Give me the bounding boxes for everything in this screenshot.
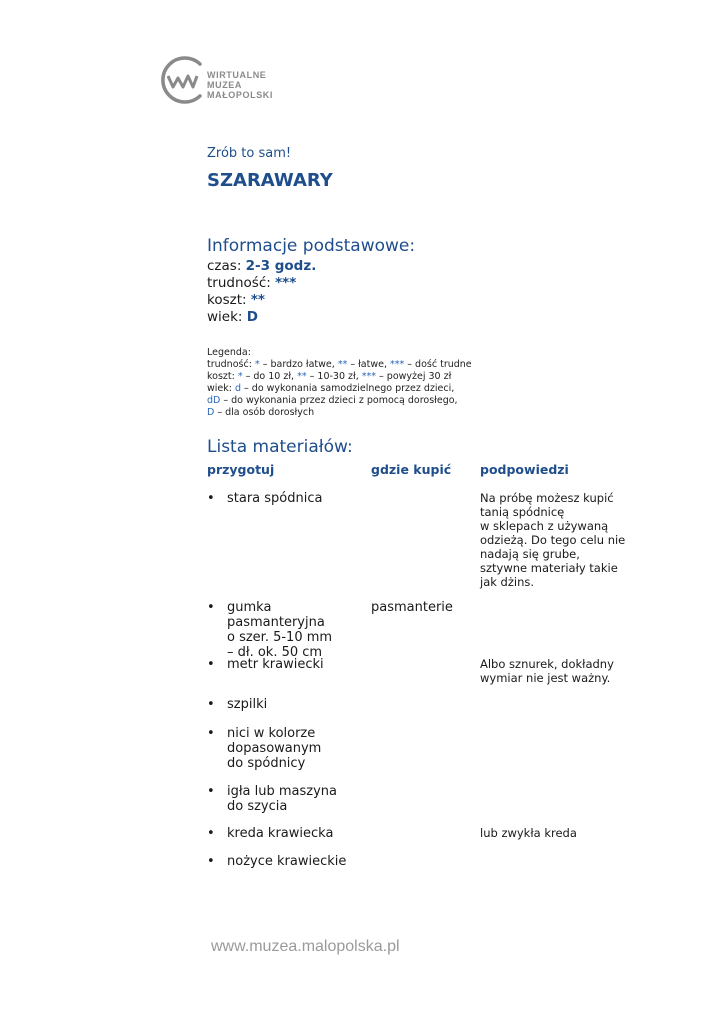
info-value: 2-3 godz. bbox=[245, 258, 317, 274]
materials-heading: Lista materiałów: bbox=[207, 437, 353, 457]
legend-line bbox=[207, 383, 472, 395]
legend-text: trudność: bbox=[207, 359, 255, 370]
legend-text: wiek: bbox=[207, 383, 235, 394]
footer-url: www.muzea.malopolska.pl bbox=[211, 938, 400, 955]
bullet-icon: • bbox=[207, 697, 215, 712]
info-list bbox=[207, 258, 316, 326]
legend-heading: Legenda: bbox=[207, 347, 251, 358]
legend-symbol: * bbox=[254, 359, 260, 370]
bullet-icon: • bbox=[207, 657, 215, 672]
info-label: czas: bbox=[207, 258, 246, 274]
material-item bbox=[207, 697, 367, 712]
legend-line bbox=[207, 371, 472, 383]
material-item bbox=[207, 784, 367, 814]
material-name: metr krawiecki bbox=[227, 657, 324, 672]
legend-symbol: *** bbox=[390, 359, 405, 370]
legend-text: – dla osób dorosłych bbox=[214, 407, 315, 418]
material-item bbox=[207, 600, 367, 660]
logo-line: MUZEA bbox=[207, 80, 242, 90]
legend-text: – łatwe, bbox=[347, 359, 391, 370]
bullet-icon: • bbox=[207, 491, 215, 506]
legend-symbol: dD bbox=[207, 395, 221, 406]
legend-line bbox=[207, 407, 472, 419]
column-header-prepare: przygotuj bbox=[207, 462, 275, 477]
logo-line: WIRTUALNE bbox=[207, 70, 267, 80]
column-header-where: gdzie kupić bbox=[371, 462, 452, 477]
bullet-icon: • bbox=[207, 826, 215, 841]
logo-text bbox=[207, 70, 273, 100]
legend-text: – do wykonania samodzielnego przez dzieci, bbox=[241, 383, 455, 394]
material-tip: Albo sznurek, dokładny wymiar nie jest ważny. bbox=[480, 657, 614, 685]
legend-symbol: ** bbox=[337, 359, 348, 370]
material-name: nici w kolorze dopasowanym do spódnicy bbox=[227, 726, 322, 771]
material-item bbox=[207, 657, 367, 672]
info-row-difficulty bbox=[207, 275, 316, 292]
legend-line bbox=[207, 395, 472, 407]
legend-line bbox=[207, 359, 472, 371]
kicker: Zrób to sam! bbox=[207, 146, 292, 161]
bullet-icon: • bbox=[207, 784, 215, 799]
info-value: D bbox=[246, 309, 258, 325]
bullet-icon: • bbox=[207, 600, 215, 615]
column-header-tips: podpowiedzi bbox=[480, 462, 569, 477]
material-name: gumka pasmanteryjna o szer. 5-10 mm – dł. ok. 50 cm bbox=[227, 600, 333, 660]
material-item bbox=[207, 826, 367, 841]
legend-text: koszt: bbox=[207, 371, 238, 382]
bullet-icon: • bbox=[207, 726, 215, 741]
legend-symbol: d bbox=[234, 383, 242, 394]
legend-text: – do wykonania przez dzieci z pomocą dorosłego, bbox=[220, 395, 458, 406]
material-name: stara spódnica bbox=[227, 491, 323, 506]
legend-symbol: * bbox=[237, 371, 243, 382]
legend-text: – bardzo łatwe, bbox=[259, 359, 338, 370]
material-tip: lub zwykła kreda bbox=[480, 826, 577, 840]
legend-text: – do 10 zł, bbox=[242, 371, 298, 382]
info-row-time bbox=[207, 258, 316, 275]
info-row-age bbox=[207, 309, 316, 326]
material-name: kreda krawiecka bbox=[227, 826, 334, 841]
info-value: *** bbox=[275, 275, 297, 291]
material-item bbox=[207, 491, 367, 506]
material-name: igła lub maszyna do szycia bbox=[227, 784, 338, 814]
legend-text: – dość trudne bbox=[404, 359, 472, 370]
material-name: nożyce krawieckie bbox=[227, 854, 347, 869]
bullet-icon: • bbox=[207, 854, 215, 869]
info-label: wiek: bbox=[207, 309, 247, 325]
logo-line: MAŁOPOLSKI bbox=[207, 90, 273, 100]
page-title: SZARAWARY bbox=[207, 170, 333, 191]
material-where: pasmanterie bbox=[371, 600, 453, 615]
material-item bbox=[207, 854, 367, 869]
legend-symbol: D bbox=[207, 407, 215, 418]
info-value: ** bbox=[250, 292, 265, 308]
material-item bbox=[207, 726, 367, 771]
legend-text: – 10-30 zł, bbox=[306, 371, 362, 382]
legend-symbol: ** bbox=[297, 371, 307, 382]
legend-symbol: *** bbox=[361, 371, 376, 382]
material-tip: Na próbę możesz kupić tanią spódnicę w sklepach z używaną odzieżą. Do tego celu nie nadają się grube, sztywne materiały takie jak dżins. bbox=[480, 491, 626, 589]
material-name: szpilki bbox=[227, 697, 268, 712]
info-row-cost bbox=[207, 292, 316, 309]
info-label: koszt: bbox=[207, 292, 251, 308]
legend-text: – powyżej 30 zł bbox=[376, 371, 452, 382]
legend bbox=[207, 347, 472, 419]
info-label: trudność: bbox=[207, 275, 276, 291]
info-heading: Informacje podstawowe: bbox=[207, 236, 416, 256]
